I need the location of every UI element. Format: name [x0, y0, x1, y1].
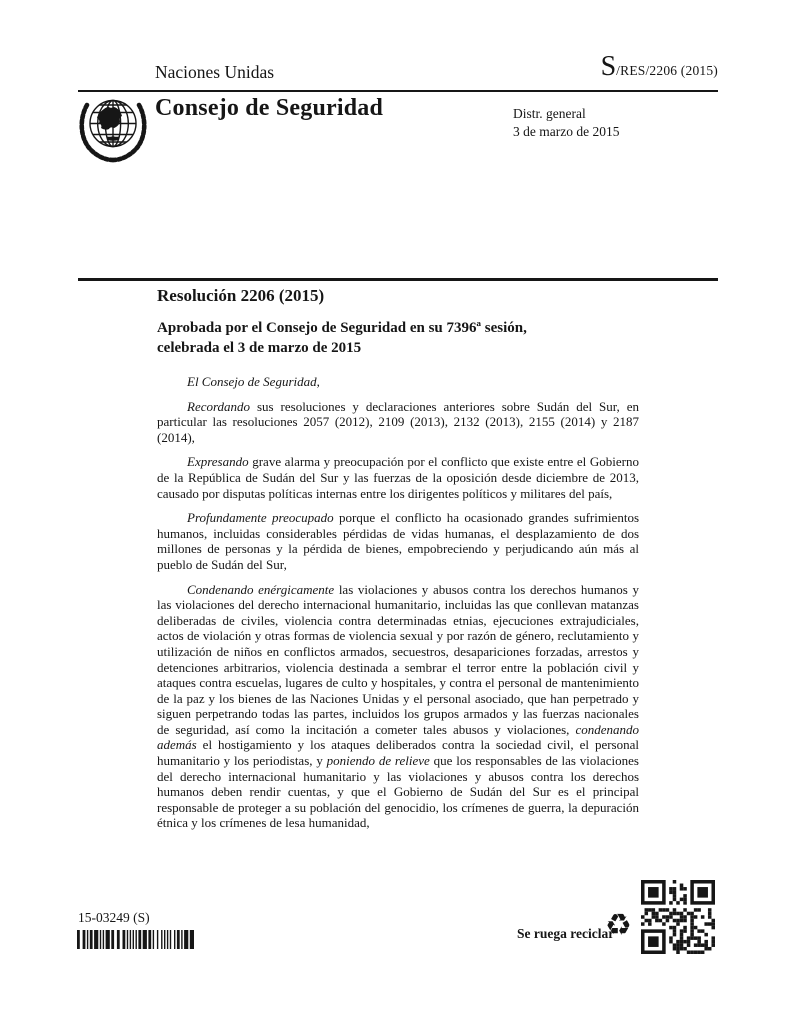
adoption-subtitle	[157, 319, 639, 358]
paragraph: Condenando enérgicamente las violaciones y abusos contra los derechos humanos y las violaciones del derecho internacional humanitario, incluidas las que conllevan matanzas deliberadas de civiles, violencia contra determinadas etnias, ejecuciones extrajudiciales, actos de violación y otras formas de violencia sexual y por razón de género, reclutamiento y utilización de niños en conflictos armados, secuestros, desapariciones forzadas, arrestos y detenciones arbitrarios, violencia destinada a sembrar el terror entre la población civil y ataques contra escuelas, lugares de culto y hospitales, y contra el personal de mantenimiento de la paz y los bienes de las Naciones Unidas y el personal asociado, que han perpetrado y siguen perpetrando todas las partes, incluidos los grupos armados y las fuerzas nacionales de seguridad, así como la incitación a cometer tales abusos y violaciones, condenando además el hostigamiento y los ataques deliberados contra la sociedad civil, el personal humanitario y los periodistas, y poniendo de relieve que los responsables de las violaciones del derecho internacional humanitario y las violaciones y abusos contra los derechos humanos deben rendir cuentas, y que el Gobierno de Sudán del Sur es el principal responsable de proteger a su población del genocidio, los crímenes de guerra, la depuración étnica y los crímenes de lesa humanidad,	[157, 581, 639, 831]
qr-code-icon	[641, 880, 715, 954]
paragraph: Recordando sus resoluciones y declaraciones anteriores sobre Sudán del Sur, en particular las resoluciones 2057 (2012), 2109 (2013), 2132 (2013), 2155 (2014) y 2187 (2014),	[157, 398, 639, 445]
un-emblem-icon	[76, 92, 150, 166]
document-symbol	[601, 51, 718, 83]
document-symbol-rest: /RES/2206 (2015)	[616, 63, 718, 78]
barcode-icon	[77, 930, 197, 949]
org-name: Naciones Unidas	[155, 62, 275, 82]
document-date: 3 de marzo de 2015	[513, 123, 620, 139]
adoption-date-line: celebrada el 3 de marzo de 2015	[157, 339, 362, 356]
distribution-block	[513, 105, 619, 140]
job-number: 15-03249 (S)	[78, 910, 150, 925]
resolution-title: Resolución 2206 (2015)	[157, 286, 325, 305]
recycle-icon: ♻	[605, 908, 632, 943]
organ-title: Consejo de Seguridad	[155, 95, 384, 121]
paragraph: Expresando grave alarma y preocupación por el conflicto que existe entre el Gobierno de la República de Sudán del Sur y las fuerzas de la oposición desde diciembre de 2013, causado por disputas políticas internas entre los dirigentes políticos y militares del país,	[157, 454, 639, 501]
document-body	[157, 286, 639, 840]
distribution-line: Distr. general	[513, 106, 586, 121]
document-symbol-initial: S	[600, 51, 617, 82]
header-rule	[78, 90, 718, 92]
paragraph: El Consejo de Seguridad,	[187, 374, 320, 389]
paragraph: Profundamente preocupado porque el conflicto ha ocasionado grandes sufrimientos humanos, incluidas considerables pérdidas de vidas humanas, el desplazamiento de dos millones de personas y la pérdida de bienes, empobreciendo y perjudicando aún más al pueblo de Sudán del Sur,	[157, 510, 640, 572]
adoption-session-line: Aprobada por el Consejo de Seguridad en su 7396ª sesión,	[157, 320, 527, 336]
recycle-note: Se ruega reciclar	[517, 926, 615, 941]
title-rule	[78, 278, 718, 281]
body-paragraphs	[157, 374, 639, 831]
